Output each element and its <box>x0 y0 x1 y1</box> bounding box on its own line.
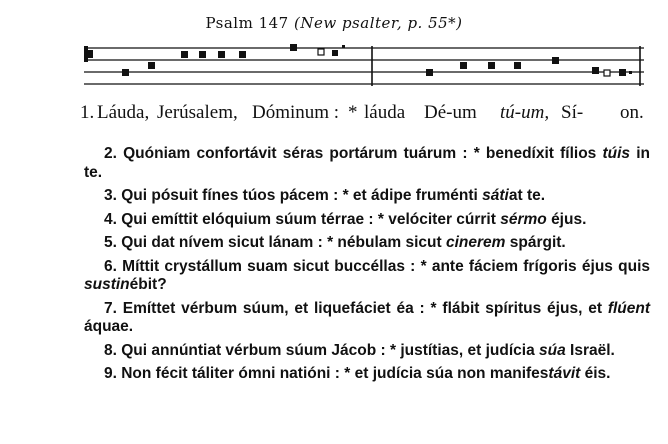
verse-text: it. <box>551 234 566 251</box>
verse-text: Israël. <box>570 341 615 359</box>
verse-text: óni <box>307 365 331 382</box>
psalm-number: Psalm 147 <box>205 14 289 32</box>
verse-text: in <box>636 145 650 162</box>
verse-text: at <box>508 187 523 204</box>
verse-text: 8. <box>104 341 122 359</box>
psalm-title <box>0 14 668 32</box>
chant-staff <box>84 40 644 96</box>
verse-text: lán <box>268 234 291 251</box>
lyric-syllable: Sí- <box>561 102 584 123</box>
psalm-verse <box>84 342 650 361</box>
verse-text: sáti <box>482 187 509 204</box>
verse-text: áquae. <box>84 318 134 335</box>
verse-text: : * benedíxit fílios <box>456 145 603 162</box>
lyric-syllable: láuda <box>364 102 406 123</box>
psalm-verse <box>84 145 650 182</box>
verse-text: flúent <box>607 299 650 317</box>
verse-text: : * et judícia súa non manifes <box>330 365 549 382</box>
lyric-syllable: Jerúsalem, <box>157 102 238 123</box>
verse-text: 7. Emíttet vérbum súum, et liquefáciet <box>104 299 397 317</box>
verse-text: am : * nébulam sicut <box>290 234 446 251</box>
asterisk: * <box>348 102 358 123</box>
psalm-verses <box>84 145 650 389</box>
verse-text: éis. <box>584 365 611 382</box>
lyric-syllable: Dóminum : <box>252 102 340 123</box>
chant-lyrics <box>80 102 654 126</box>
verse-text: sérmo <box>500 210 547 228</box>
verse-text: ébit? <box>129 276 167 293</box>
lyric-syllable: Dé-um <box>424 102 477 123</box>
verse-number: 1. <box>80 102 95 123</box>
psalm-verse <box>84 187 650 206</box>
verse-text: térrae <box>321 210 365 228</box>
verse-text: las <box>383 257 405 275</box>
psalm-verse <box>84 234 650 253</box>
verse-text: 9. Non fécit táliter ómni nati <box>104 365 308 382</box>
lyric-syllable: tú-um, <box>500 102 550 123</box>
verse-text: sustin <box>84 276 130 293</box>
verse-text: : * flábit spíritus éjus, et <box>413 299 608 317</box>
verse-text: 4. Qui emíttit elóquium súum <box>104 210 322 228</box>
verse-text: : * velóciter cúrrit <box>364 210 501 228</box>
psalm-verse <box>84 211 650 230</box>
verse-text: cinerem <box>445 234 506 251</box>
verse-text: annúntiat vérbum súum <box>147 341 332 359</box>
verse-text: Qui <box>121 341 148 359</box>
lyric-syllable: Láuda, <box>97 102 150 123</box>
verse-text: távit <box>548 365 581 382</box>
psalm-verse <box>84 365 650 384</box>
verse-text: 5. Qui dat nívem sicut <box>104 234 269 251</box>
verse-text: árum <box>418 145 457 162</box>
verse-text: 2. Quóniam confortávit séras portárum tu <box>104 145 419 162</box>
verse-text: túis <box>602 145 631 162</box>
verse-text: : * ante fáciem frígoris éjus quis <box>404 257 650 275</box>
psalter-reference: (New psalter, p. 55*) <box>293 14 463 32</box>
verse-text: spárg <box>509 234 552 251</box>
verse-text: : * justítias, et judícia <box>376 341 539 359</box>
verse-text: : * et ádipe fruménti <box>328 187 483 204</box>
staff-lines <box>84 48 644 84</box>
verse-text: te. <box>84 163 103 181</box>
verse-text: éa <box>396 299 414 317</box>
verse-text: 6. Míttit crystállum suam sicut buccél <box>104 257 384 275</box>
verse-text: Jácob <box>331 341 377 359</box>
verse-text: 3. Qui pósuit fínes túos <box>104 187 280 204</box>
lyric-syllable: on. <box>620 102 644 123</box>
verse-text: pácem <box>279 187 329 204</box>
verse-text: éjus. <box>551 210 587 228</box>
psalm-verse <box>84 258 650 295</box>
verse-text: te. <box>522 187 546 204</box>
verse-text: súa <box>539 341 566 359</box>
psalm-verse <box>84 300 650 337</box>
